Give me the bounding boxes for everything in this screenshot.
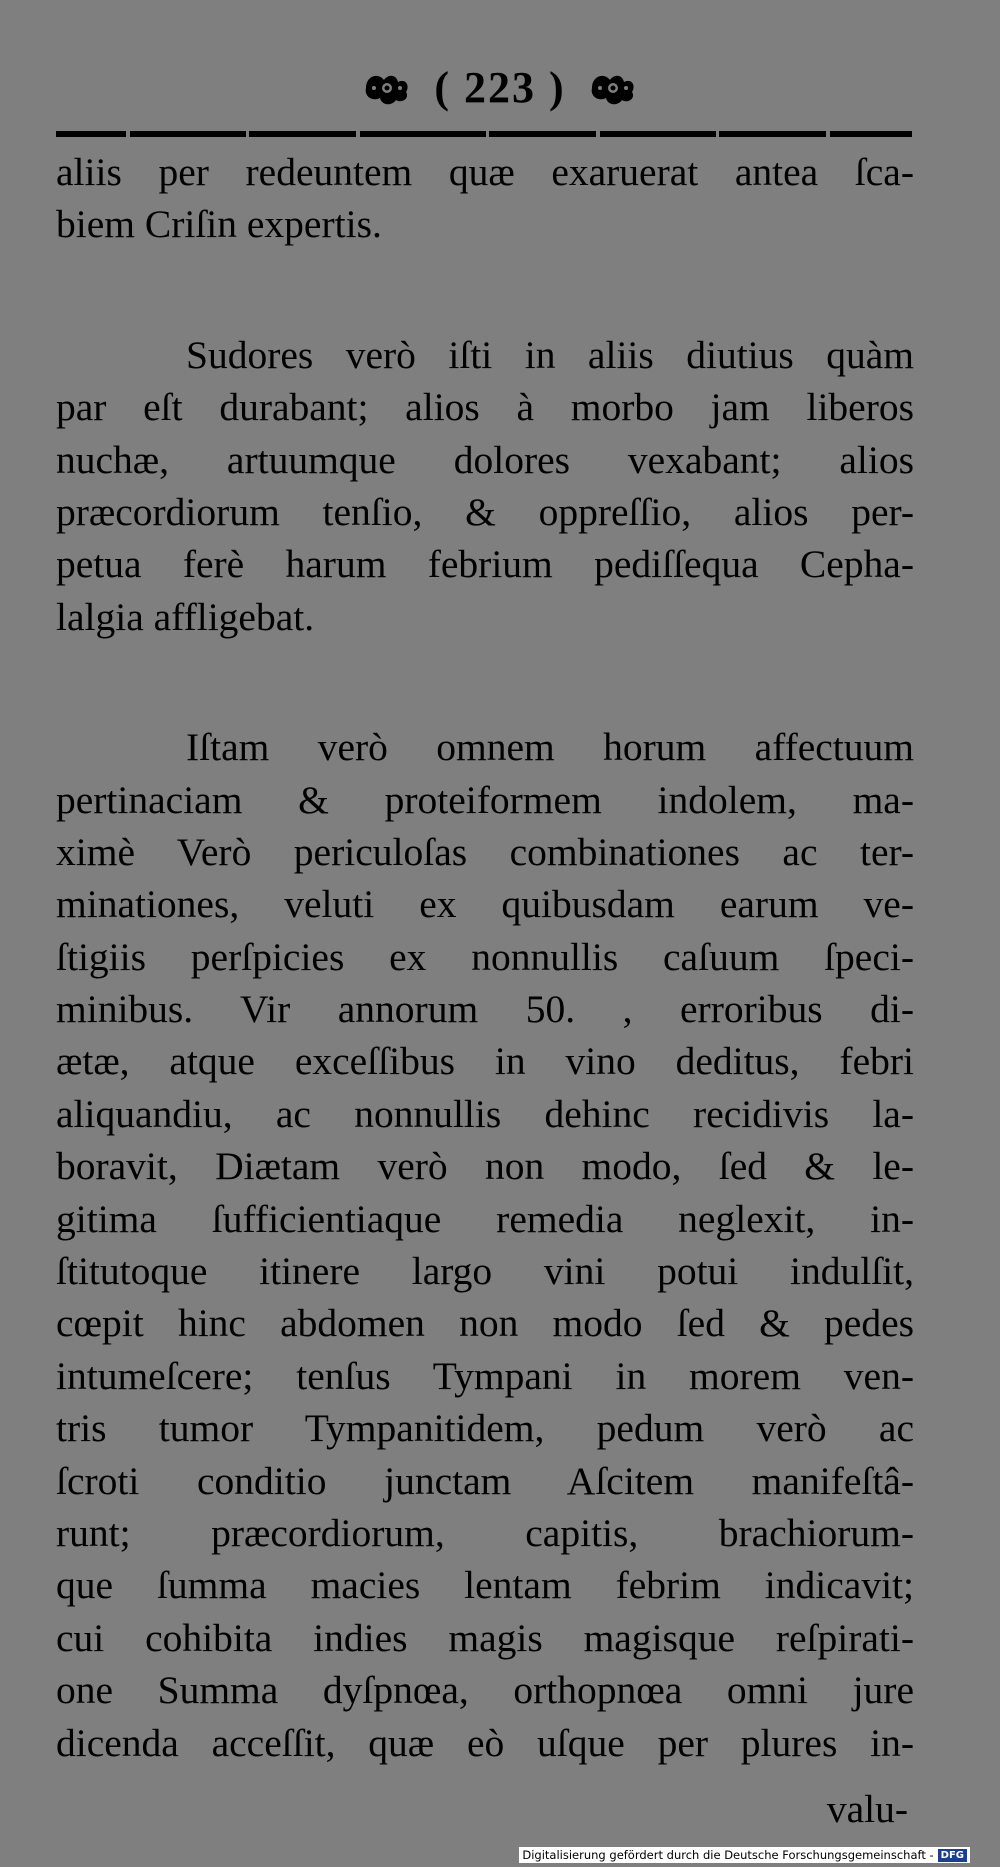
- text-line: cœpit hinc abdomen non modo ſed & pedes: [56, 1301, 914, 1346]
- text-line: gitima ſufficientiaque remedia neglexit, in-: [56, 1196, 914, 1241]
- page-body-text: [56, 146, 914, 1769]
- text-line: intumeſcere; tenſus Tympani in morem ven-: [56, 1353, 914, 1398]
- text-line: pertinaciam & proteiformem indolem, ma-: [56, 777, 914, 822]
- floral-ornament-right-icon: [588, 68, 638, 108]
- text-line: ſtigiis perſpicies ex nonnullis caſuum ſpeci-: [56, 934, 914, 979]
- catchword: valu-: [826, 1787, 908, 1831]
- text-line: lalgia affligebat.: [56, 594, 315, 639]
- text-line: minibus. Vir annorum 50. , erroribus di-: [56, 987, 914, 1032]
- text-line: minationes, veluti ex quibusdam earum ve-: [56, 882, 914, 927]
- paragraph-gap: [56, 251, 914, 329]
- text-line: runt; præcordiorum, capitis, brachiorum-: [56, 1510, 914, 1555]
- text-line: par eſt durabant; alios à morbo jam liberos: [56, 385, 914, 430]
- text-line: tris tumor Tympanitidem, pedum verò ac: [56, 1406, 914, 1451]
- text-line: ximè Verò periculoſas combinationes ac ter-: [56, 829, 914, 874]
- text-line: ſtitutoque itinere largo vini potui indulſit,: [56, 1249, 914, 1294]
- text-line: que ſumma macies lentam febrim indicavit;: [56, 1563, 914, 1608]
- paragraph-gap: [56, 643, 914, 721]
- floral-ornament-left-icon: [362, 68, 412, 108]
- page-header: [0, 63, 1000, 112]
- text-line: nuchæ, artuumque dolores vexabant; alios: [56, 437, 914, 482]
- text-line: Iſtam verò omnem horum affectuum: [186, 725, 914, 770]
- text-line: cui cohibita indies magis magisque reſpirati-: [56, 1615, 914, 1660]
- header-rule-divider: [56, 128, 912, 140]
- text-line: dicenda acceſſit, quæ eò uſque per plures in-: [56, 1720, 914, 1765]
- text-line: biem Criſin expertis.: [56, 202, 382, 247]
- text-line: aliis per redeuntem quæ exaruerat antea ſca-: [56, 150, 914, 194]
- text-line: ſcroti conditio junctam Aſcitem manifeſtâ-: [56, 1458, 914, 1503]
- text-line: ætæ, atque exceſſibus in vino deditus, febri: [56, 1039, 914, 1084]
- digitization-credit: [519, 1847, 970, 1863]
- page-number: ( 223 ): [434, 63, 566, 112]
- text-line: Sudores verò iſti in aliis diutius quàm: [186, 332, 914, 377]
- text-line: præcordiorum tenſio, & oppreſſio, alios per-: [56, 489, 914, 534]
- text-line: one Summa dyſpnœa, orthopnœa omni jure: [56, 1668, 914, 1713]
- dfg-logo: DFG: [938, 1849, 967, 1862]
- text-line: boravit, Diætam verò non modo, ſed & le-: [56, 1144, 914, 1189]
- text-line: aliquandiu, ac nonnullis dehinc recidivis la-: [56, 1091, 914, 1136]
- text-line: petua ferè harum febrium pediſſequa Cepha-: [56, 542, 914, 587]
- credit-text: Digitalisierung gefördert durch die Deutsche Forschungsgemeinschaft -: [522, 1848, 934, 1862]
